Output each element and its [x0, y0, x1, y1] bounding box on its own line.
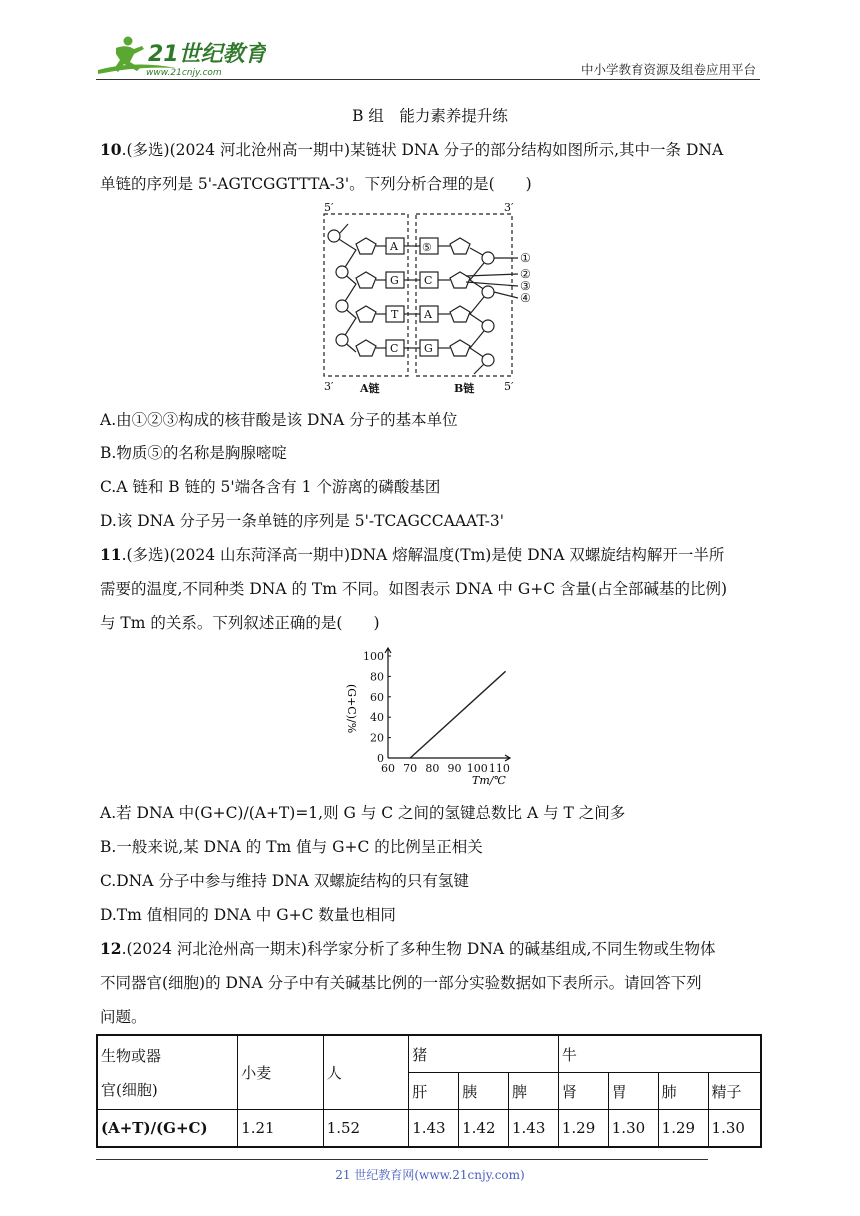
dna-ratio-table	[96, 1034, 762, 1148]
footer-divider	[96, 1159, 708, 1160]
q12-stem	[100, 932, 762, 1034]
q12-number: 12	[100, 939, 122, 958]
corner-line2: 官(细胞)	[101, 1080, 158, 1099]
q11-stem-line3: 与 Tm 的关系。下列叙述正确的是( )	[100, 614, 380, 632]
table-cell: 1.21	[238, 1110, 324, 1148]
x-tick-label: 100	[466, 762, 488, 775]
label-bottom-left: 3′	[324, 380, 334, 393]
marker-1: ①	[520, 251, 531, 265]
pig-liver: 肝	[409, 1073, 459, 1110]
table-cell: 1.43	[508, 1110, 558, 1148]
chart-ylabel: (G+C)/%	[345, 684, 358, 734]
chart-xlabel: Tm/℃	[472, 774, 506, 787]
q11-option-d: D.Tm 值相同的 DNA 中 G+C 数量也相同	[100, 906, 396, 924]
label-chain-b: B链	[454, 382, 475, 395]
logo-url: www.21cnjy.com	[146, 68, 222, 78]
col-pig: 猪	[409, 1035, 559, 1073]
x-tick-label: 90	[447, 762, 462, 775]
section-title: B 组 能力素养提升练	[352, 107, 508, 125]
corner-line1: 生物或器	[101, 1046, 162, 1065]
q10-option-b: B.物质⑤的名称是胸腺嘧啶	[100, 444, 287, 462]
y-tick-label: 40	[370, 711, 384, 725]
label-top-left: 5′	[324, 201, 334, 214]
cow-lung: 肺	[658, 1073, 708, 1110]
logo-text: 21世纪教育	[148, 42, 266, 67]
tm-gc-chart	[340, 644, 520, 790]
q10-option-d: D.该 DNA 分子另一条单链的序列是 5'-TCAGCCAAAT-3'	[100, 512, 505, 530]
header-divider	[96, 79, 760, 80]
footer-text: 21 世纪教育网(www.21cnjy.com)	[335, 1168, 525, 1182]
q10-number: 10	[100, 140, 122, 159]
q12-stem-line1: .(2024 河北沧州高一期末)科学家分析了多种生物 DNA 的碱基组成,不同生物或生物体	[121, 940, 716, 958]
table-cell: 1.29	[658, 1110, 708, 1148]
col-human: 人	[323, 1035, 409, 1110]
q10-stem-line2: 单链的序列是 5'-AGTCGGTTTA-3'。下列分析合理的是( )	[100, 175, 532, 193]
base-b-4: G	[424, 342, 433, 355]
marker-3: ③	[520, 279, 531, 293]
cow-sperm: 精子	[708, 1073, 761, 1110]
pig-spleen: 脾	[508, 1073, 558, 1110]
col-wheat: 小麦	[238, 1035, 324, 1110]
pig-pancreas: 胰	[459, 1073, 509, 1110]
header-platform-text: 中小学教育资源及组卷应用平台	[580, 62, 756, 77]
table-cell: 1.30	[708, 1110, 761, 1148]
table-cell: 1.42	[459, 1110, 509, 1148]
table-corner-header	[97, 1035, 238, 1110]
table-cell: 1.43	[409, 1110, 459, 1148]
base-a-1: A	[390, 240, 398, 253]
marker-4: ④	[520, 291, 531, 305]
label-bottom-right: 5′	[504, 380, 514, 393]
chart-series-line	[410, 671, 505, 758]
q12-stem-line3: 问题。	[100, 1008, 147, 1026]
base-a-4: C	[390, 342, 399, 355]
base-b-2: C	[424, 274, 433, 287]
x-tick-label: 80	[425, 762, 440, 775]
q10-stem-line1: .(多选)(2024 河北沧州高一期中)某链状 DNA 分子的部分结构如图所示,其中一条 DNA	[121, 141, 724, 159]
cow-stomach: 胃	[608, 1073, 658, 1110]
q11-option-c: C.DNA 分子中参与维持 DNA 双螺旋结构的只有氢键	[100, 872, 469, 890]
label-chain-a: A链	[360, 382, 380, 395]
y-tick-label: 80	[370, 670, 384, 684]
y-tick-label: 60	[370, 690, 384, 704]
base-b-3: A	[424, 308, 432, 321]
x-tick-label: 70	[403, 762, 418, 775]
base-b-1: ⑤	[422, 241, 432, 254]
x-tick-label: 110	[488, 762, 510, 775]
row-label-ratio: (A+T)/(G+C)	[97, 1110, 238, 1148]
base-a-2: G	[390, 274, 399, 287]
q11-stem	[100, 538, 762, 640]
q10-option-a: A.由①②③构成的核苷酸是该 DNA 分子的基本单位	[100, 411, 458, 429]
table-cell: 1.29	[558, 1110, 608, 1148]
q11-stem-line1: .(多选)(2024 山东菏泽高一期中)DNA 熔解温度(Tm)是使 DNA 双螺旋结构解开一半所	[121, 546, 725, 564]
base-a-3: T	[391, 308, 399, 321]
table-cell: 1.30	[608, 1110, 658, 1148]
marker-2: ②	[520, 267, 531, 281]
x-tick-label: 60	[381, 762, 395, 775]
col-cow: 牛	[558, 1035, 761, 1073]
y-tick-label: 0	[377, 752, 384, 765]
y-tick-label: 100	[363, 650, 384, 663]
site-logo	[96, 34, 266, 80]
table-cell: 1.52	[323, 1110, 409, 1148]
q12-stem-line2: 不同器官(细胞)的 DNA 分子中有关碱基比例的一部分实验数据如下表所示。请回答下列	[100, 974, 702, 992]
q10-stem	[100, 133, 762, 201]
q11-option-b: B.一般来说,某 DNA 的 Tm 值与 G+C 的比例呈正相关	[100, 838, 483, 856]
label-top-right: 3′	[504, 201, 514, 214]
q10-option-c: C.A 链和 B 链的 5'端各含有 1 个游离的磷酸基团	[100, 478, 441, 496]
dna-structure-figure	[316, 200, 546, 400]
q11-stem-line2: 需要的温度,不同种类 DNA 的 Tm 不同。如图表示 DNA 中 G+C 含量(占全部碱基的比例)	[100, 580, 728, 598]
q11-number: 11	[100, 545, 122, 564]
cow-kidney: 肾	[558, 1073, 608, 1110]
q11-option-a: A.若 DNA 中(G+C)/(A+T)=1,则 G 与 C 之间的氢键总数比 A 与 T 之间多	[100, 804, 626, 822]
y-tick-label: 20	[370, 731, 384, 745]
